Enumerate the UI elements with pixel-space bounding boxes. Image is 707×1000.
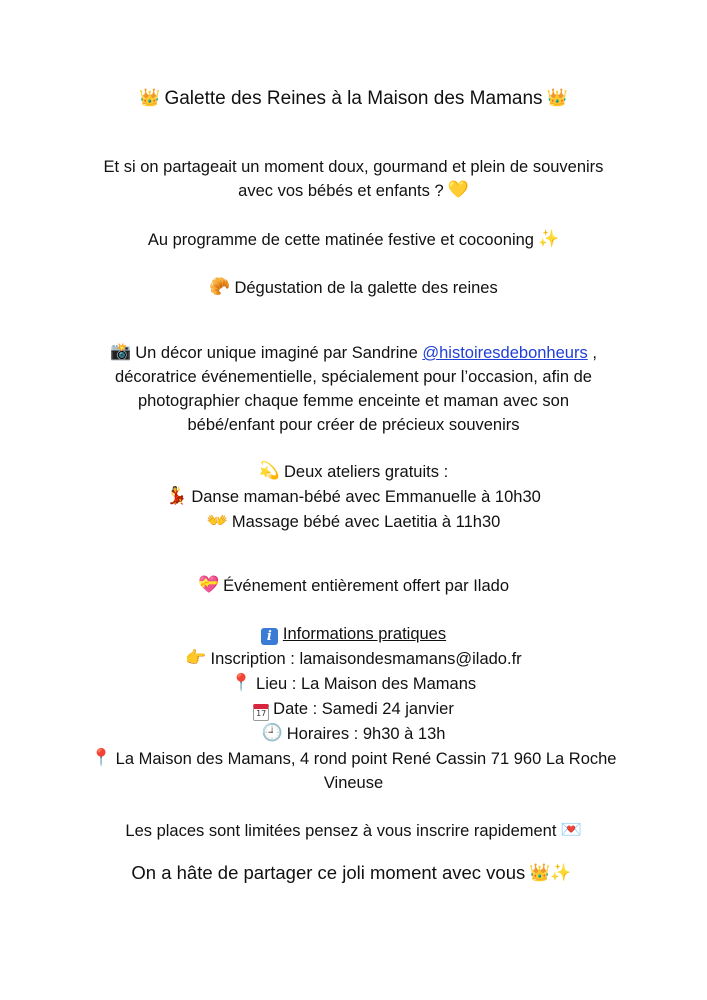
- gift-heart-icon: 💝: [197, 575, 220, 595]
- limited-line: [0, 819, 707, 843]
- workshop-massage-text: Massage bébé avec Laetitia à 11h30: [231, 513, 501, 531]
- offered-line: [0, 574, 707, 598]
- info-icon: i: [261, 628, 278, 645]
- practical-heading-text: Informations pratiques: [282, 625, 447, 643]
- pin-icon: 📍: [230, 673, 253, 693]
- love-letter-icon: 💌: [560, 820, 582, 840]
- crown-icon: 👑: [139, 88, 161, 108]
- intro-line-1: Et si on partageait un moment doux, gourmand et plein de souvenirs: [103, 158, 604, 176]
- place-text: Lieu : La Maison des Mamans: [256, 675, 477, 693]
- workshops-heading-text: Deux ateliers gratuits :: [284, 463, 449, 481]
- address-line-1: [0, 747, 707, 771]
- page-title: [0, 86, 707, 112]
- registration-line: [0, 647, 707, 671]
- clock-icon: 🕘: [261, 723, 283, 743]
- intro-line-2-text: avec vos bébés et enfants ?: [238, 182, 444, 200]
- place-line: [0, 672, 707, 696]
- open-hands-icon: 👐: [206, 511, 228, 531]
- pointing-hand-icon: 👉: [185, 648, 207, 668]
- dizzy-icon: 💫: [258, 461, 280, 481]
- workshop-massage: [0, 510, 707, 534]
- decor-line-2: décoratrice événementielle, spécialement pour l’occasion, afin de: [115, 368, 592, 386]
- address-line-2: Vineuse: [323, 774, 384, 792]
- date-text: Date : Samedi 24 janvier: [273, 700, 454, 718]
- date-line: [0, 697, 707, 721]
- programme-intro-text: Au programme de cette matinée festive et cocooning: [147, 231, 534, 249]
- crown-icon: 👑: [546, 88, 568, 108]
- offered-text: Événement entièrement offert par Ilado: [223, 577, 510, 595]
- registration-text: Inscription : lamaisondesmamans@ilado.fr: [210, 650, 522, 668]
- programme-intro: [0, 228, 707, 252]
- workshops-heading: [0, 460, 707, 484]
- tasting-item: [0, 276, 707, 300]
- decor-line-4: bébé/enfant pour créer de précieux souvenirs: [187, 416, 520, 434]
- pin-icon: 📍: [90, 748, 112, 768]
- limited-text: Les places sont limitées pensez à vous inscrire rapidement: [125, 822, 557, 840]
- croissant-icon: 🥐: [209, 277, 231, 297]
- calendar-icon: 17: [253, 704, 269, 721]
- yellow-heart-icon: 💛: [447, 180, 469, 200]
- sparkles-icon: ✨: [550, 863, 572, 883]
- sparkles-icon: ✨: [537, 229, 560, 249]
- hours-text: Horaires : 9h30 à 13h: [286, 725, 446, 743]
- closing-line: [0, 860, 707, 886]
- workshop-dance: [0, 485, 707, 509]
- crown-icon: 👑: [529, 863, 551, 883]
- tasting-text: Dégustation de la galette des reines: [234, 279, 498, 297]
- closing-text: On a hâte de partager ce joli moment avec vous: [131, 862, 526, 883]
- title-text: Galette des Reines à la Maison des Mamans: [164, 88, 543, 109]
- decor-line-1-text: Un décor unique imaginé par Sandrine: [135, 344, 418, 362]
- hours-line: [0, 722, 707, 746]
- address-line-1-text: La Maison des Mamans, 4 rond point René Cassin 71 960 La Roche: [115, 750, 617, 768]
- histoiresdebonheurs-link[interactable]: @histoiresdebonheurs: [422, 344, 588, 362]
- workshop-dance-text: Danse maman-bébé avec Emmanuelle à 10h30: [191, 488, 541, 506]
- dancer-icon: 💃: [166, 486, 188, 506]
- decor-line-3: photographier chaque femme enceinte et maman avec son: [137, 392, 570, 410]
- decor-line-1: [0, 341, 707, 365]
- intro-line-2: [0, 179, 707, 203]
- camera-icon: 📸: [110, 342, 132, 362]
- decor-line-1-comma: ,: [592, 344, 597, 362]
- practical-heading: [0, 622, 707, 646]
